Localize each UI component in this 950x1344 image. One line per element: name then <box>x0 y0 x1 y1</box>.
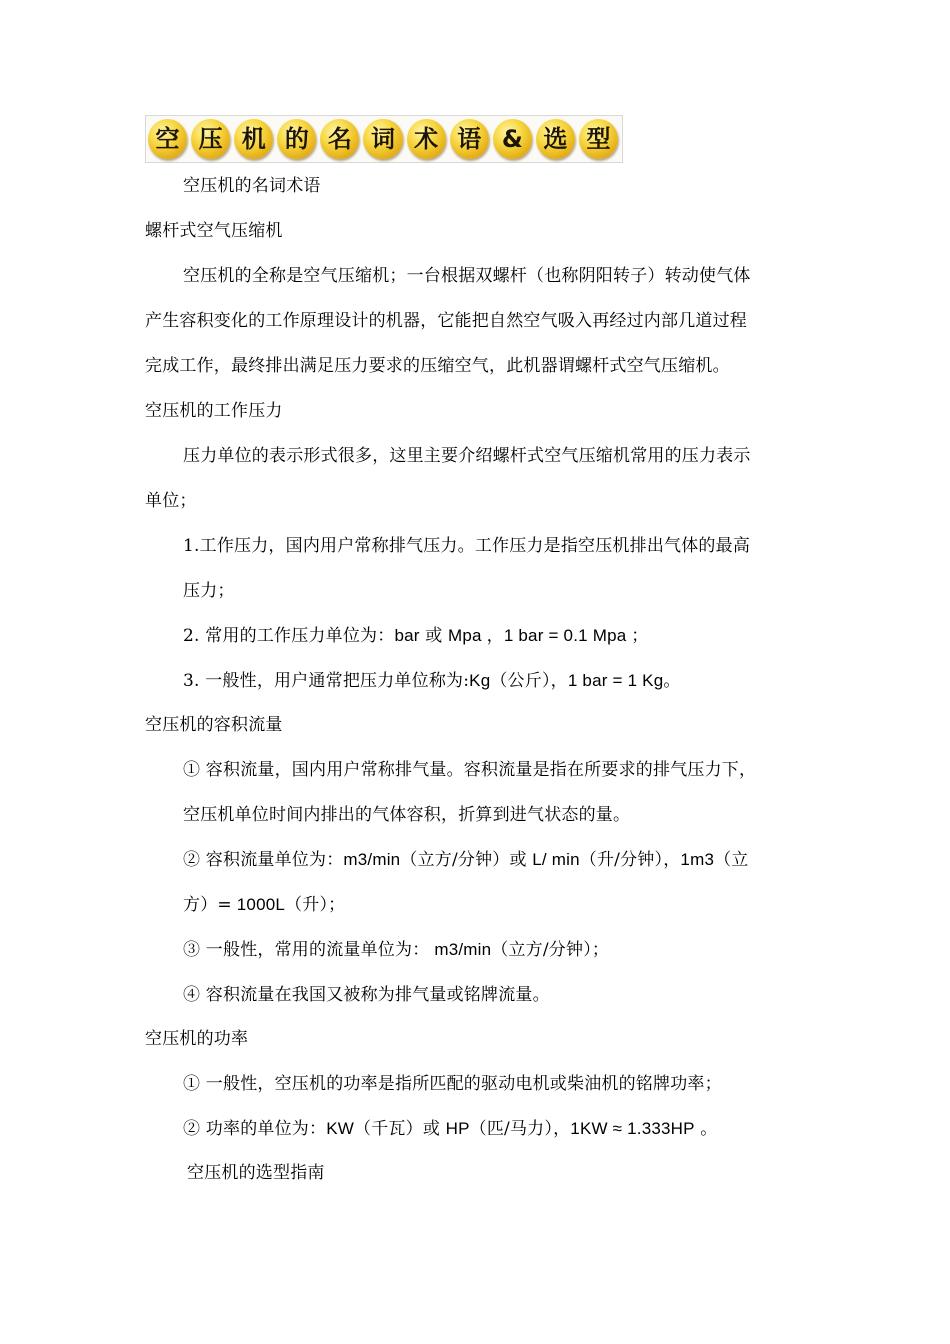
list-item-flow-4: ④ 容积流量在我国又被称为排气量或铭牌流量。 <box>183 985 550 1005</box>
heading-power: 空压机的功率 <box>145 1029 249 1049</box>
list-item-flow-2 <box>183 849 749 871</box>
list-item-power-2 <box>183 1118 717 1140</box>
list-item-flow-3 <box>183 939 609 961</box>
banner-char-coin: 选 <box>536 119 575 159</box>
list-item-pressure-3 <box>183 670 681 692</box>
text-segment: ② 功率的单位为： <box>183 1119 327 1139</box>
list-item-flow-1: ① 容积流量，国内用户常称排气量。容积流量是指在所要求的排气压力下， <box>183 760 757 780</box>
unit-text: HP <box>445 1119 470 1138</box>
list-item-continuation: 压力； <box>183 581 235 601</box>
text-segment: （立方/分钟）； <box>491 940 610 960</box>
heading-selection-guide: 空压机的选型指南 <box>187 1163 325 1183</box>
heading-screw-compressor: 螺杆式空气压缩机 <box>145 221 283 241</box>
paragraph-line: 压力单位的表示形式很多，这里主要介绍螺杆式空气压缩机常用的压力表示 <box>183 446 751 466</box>
text-segment: （千瓦）或 <box>354 1119 446 1139</box>
unit-text: m3/min <box>343 850 401 869</box>
unit-text: Kg <box>469 671 491 690</box>
list-item-continuation <box>183 894 345 916</box>
heading-volume-flow: 空压机的容积流量 <box>145 715 283 735</box>
subtitle: 空压机的名词术语 <box>183 176 321 196</box>
title-banner <box>145 115 623 163</box>
banner-char-coin: 空 <box>148 119 187 159</box>
paragraph-line: 单位； <box>145 491 197 511</box>
list-item-continuation: 空压机单位时间内排出的气体容积，折算到进气状态的量。 <box>183 805 631 825</box>
text-segment: 方）= <box>183 895 232 915</box>
banner-char-coin: 型 <box>579 119 618 159</box>
banner-char-coin: 语 <box>450 119 489 159</box>
banner-char-coin: 名 <box>320 119 359 159</box>
text-segment: 。 <box>663 671 681 691</box>
text-segment: （公斤）， <box>490 671 568 691</box>
paragraph-line: 产生容积变化的工作原理设计的机器，它能把自然空气吸入再经过内部几道过程 <box>145 311 747 331</box>
text-segment: （升）； <box>285 895 346 915</box>
heading-working-pressure: 空压机的工作压力 <box>145 401 283 421</box>
unit-text: 1m3 <box>680 850 715 869</box>
text-segment: （升/分钟）， <box>579 850 681 870</box>
text-segment: 。 <box>694 1119 718 1139</box>
unit-text: KW <box>326 1119 355 1138</box>
text-segment: （立方/分钟）或 <box>400 850 533 870</box>
list-item-pressure-1: 1.工作压力，国内用户常称排气压力。工作压力是指空压机排出气体的最高 <box>183 536 751 556</box>
banner-char-coin: 词 <box>363 119 402 159</box>
list-item-power-1: ① 一般性，空压机的功率是指所匹配的驱动电机或柴油机的铭牌功率； <box>183 1074 722 1094</box>
unit-text: Mpa ，1 bar = 0.1 Mpa ； <box>448 626 649 645</box>
text-segment: 或 <box>419 626 449 646</box>
unit-text: bar <box>394 626 420 645</box>
text-segment: 2. 常用的工作压力单位为： <box>183 626 395 646</box>
unit-text: m3/min <box>429 940 492 959</box>
paragraph-line: 完成工作，最终排出满足压力要求的压缩空气，此机器谓螺杆式空气压缩机。 <box>145 356 730 376</box>
unit-text: 1 bar = 1 Kg <box>567 671 664 690</box>
text-segment: （立 <box>714 850 749 870</box>
banner-char-coin: 术 <box>407 119 446 159</box>
paragraph-line: 空压机的全称是空气压缩机；一台根据双螺杆（也称阴阳转子）转动使气体 <box>183 266 751 286</box>
unit-text: L/ min <box>532 850 580 869</box>
banner-char-coin: 的 <box>277 119 316 159</box>
unit-text: 1KW ≈ 1.333HP <box>570 1119 695 1138</box>
text-segment: 3. 一般性，用户通常把压力单位称为: <box>183 671 470 691</box>
text-segment: ③ 一般性，常用的流量单位为： <box>183 940 430 960</box>
text-segment: （匹/马力）， <box>469 1119 571 1139</box>
list-item-pressure-2 <box>183 625 649 647</box>
banner-char-coin: 机 <box>234 119 273 159</box>
text-segment: ② 容积流量单位为： <box>183 850 344 870</box>
unit-text: 1000L <box>231 895 286 914</box>
banner-char-coin: & <box>493 119 532 159</box>
banner-char-coin: 压 <box>191 119 230 159</box>
